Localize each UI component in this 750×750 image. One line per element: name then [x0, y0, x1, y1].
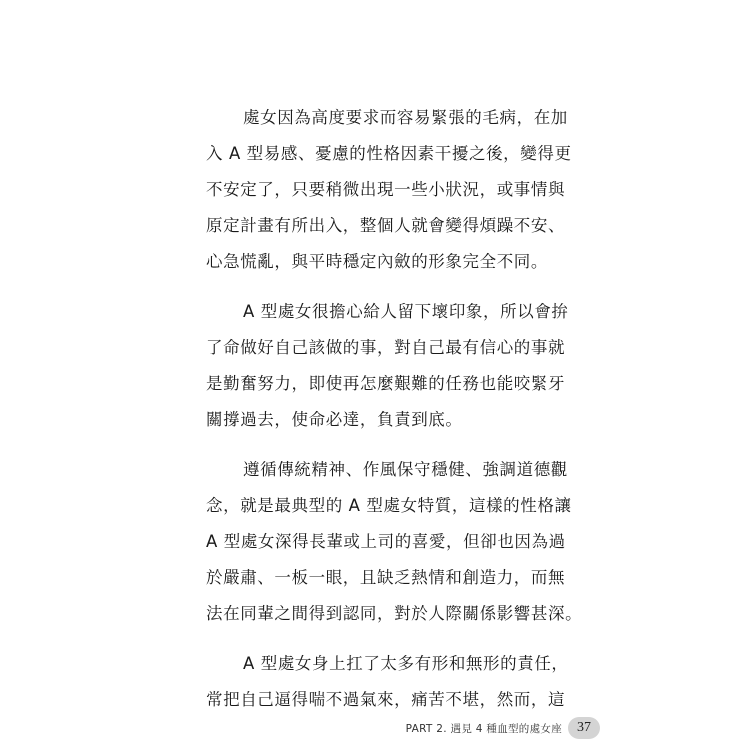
page-number: 37	[568, 717, 600, 739]
paragraph-3	[206, 452, 583, 632]
text-line: A 型處女身上扛了太多有形和無形的責任，	[243, 654, 569, 673]
text-line: 原定計畫有所出入，整個人就會變得煩躁不安、	[206, 216, 566, 235]
text-line: 關撐過去，使命必達，負責到底。	[206, 410, 463, 429]
text-line: 了命做好自己該做的事，對自己最有信心的事就	[206, 338, 566, 357]
text-line: 心急慌亂，與平時穩定內斂的形象完全不同。	[206, 252, 548, 271]
paragraph-4	[206, 646, 569, 718]
text-line: 是勤奮努力，即使再怎麼艱難的任務也能咬緊牙	[206, 374, 566, 393]
text-line: A 型處女深得長輩或上司的喜愛，但卻也因為過	[206, 532, 566, 551]
running-head: PART 2. 遇見 4 種血型的處女座	[405, 722, 562, 735]
text-line: 處女因為高度要求而容易緊張的毛病，在加	[243, 108, 568, 127]
text-line: 法在同輩之間得到認同，對於人際關係影響甚深。	[206, 604, 583, 623]
body-text	[206, 100, 583, 732]
text-line: 遵循傳統精神、作風保守穩健、強調道德觀	[243, 460, 568, 479]
text-line: 不安定了，只要稍微出現一些小狀況，或事情與	[206, 180, 566, 199]
paragraph-2	[206, 294, 569, 438]
text-line: 念，就是最典型的 A 型處女特質，這樣的性格讓	[206, 496, 572, 515]
paragraph-1	[206, 100, 572, 280]
page-footer	[406, 717, 600, 739]
text-line: A 型處女很擔心給人留下壞印象，所以會拚	[243, 302, 569, 321]
text-line: 於嚴肅、一板一眼，且缺乏熱情和創造力，而無	[206, 568, 566, 587]
text-line: 入 A 型易感、憂慮的性格因素干擾之後，變得更	[206, 144, 572, 163]
text-line: 常把自己逼得喘不過氣來，痛苦不堪，然而，這	[206, 690, 566, 709]
